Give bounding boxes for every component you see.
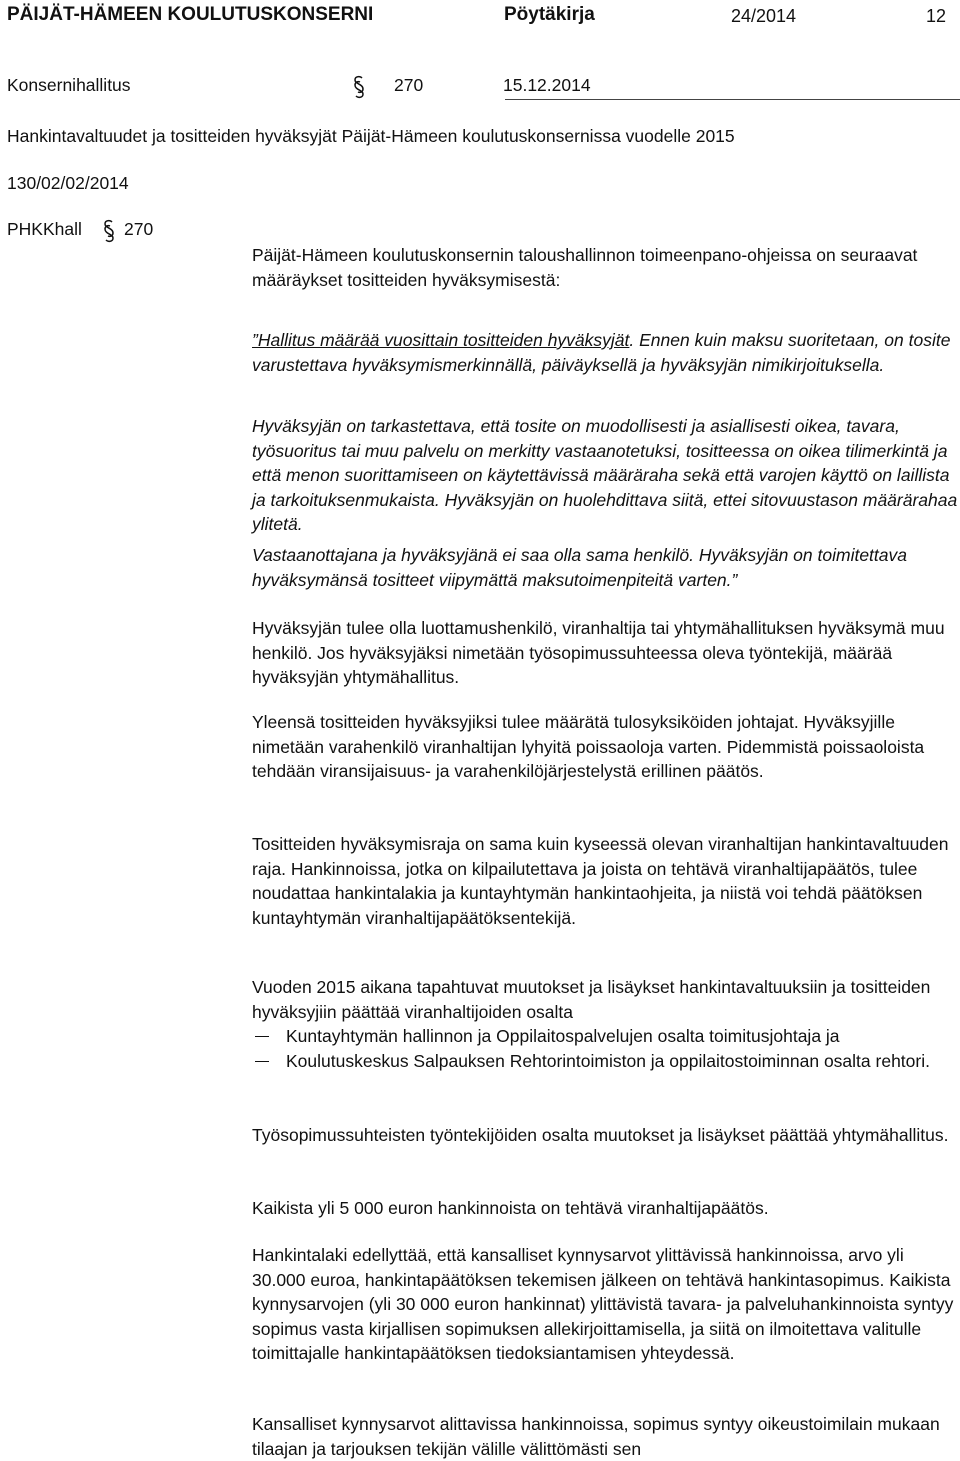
quoted-regulation <box>252 328 958 377</box>
quote-paragraph-3: Vastaanottajana ja hyväksyjänä ei saa olla sama henkilö. Hyväksyjän on toimitettava hyväksymänsä tositteet viipymättä maksutoimenpiteitä varten.” <box>252 545 907 590</box>
paragraph-1 <box>252 616 958 690</box>
organization-name: PÄIJÄT-HÄMEEN KOULUTUSKONSERNI <box>7 4 374 25</box>
paragraph-text: Työsopimussuhteisten työntekijöiden osalta muutokset ja lisäykset päättää yhtymähallitus. <box>252 1125 949 1145</box>
quoted-regulation-2 <box>252 414 958 537</box>
board-name: Konsernihallitus <box>7 75 131 95</box>
paragraph-4 <box>252 975 958 1073</box>
paragraph-3 <box>252 832 958 930</box>
paragraph-5 <box>252 1123 958 1148</box>
quote-paragraph-2: Hyväksyjän on tarkastettava, että tosite on muodollisesti ja asiallisesti oikea, tavara, työsuoritus tai muu palvelu on merkitty vastaanotetuksi, tositteessa on oikea tilimerkintä ja että menon suorittamiseen on käytettävissä määräraha sekä että varojen käyttö on laillista ja tarkoituksenmukaista. Hyväksyjän on huolehdittava siitä, ettei sitovuustason määrärahaa ylitetä. <box>252 416 958 534</box>
paragraph-8 <box>252 1412 958 1461</box>
intro-text: Päijät-Hämeen koulutuskonsernin taloushallinnon toimeenpano-ohjeissa on seuraavat määräykset tositteiden hyväksymisestä: <box>252 245 918 290</box>
case-section: 270 <box>124 219 154 239</box>
paragraph-text: Kansalliset kynnysarvot alittavissa hankinnoissa, sopimus syntyy oikeustoimilain mukaan tilaajan ja tarjouksen tekijän välille välittömästi sen <box>252 1414 940 1459</box>
paragraph-text: Yleensä tositteiden hyväksyjiksi tulee määrätä tulosyksiköiden johtajat. Hyväksyjille nimetään varahenkilö viranhaltijan lyhyitä poissaoloja varten. Pidemmistä poissaoloista tehdään viransijaisuus- ja varahenkilöjärjestelystä erillinen päätös. <box>252 712 925 781</box>
section-sign-icon <box>353 75 365 99</box>
list-item: Koulutuskeskus Salpauksen Rehtorintoimiston ja oppilaitostoiminnan osalta rehtori. <box>252 1049 958 1074</box>
intro-paragraph <box>252 243 958 292</box>
section-number: 270 <box>394 75 424 95</box>
quoted-regulation-3 <box>252 543 958 592</box>
paragraph-text: Hyväksyjän tulee olla luottamushenkilö, viranhaltija tai yhtymähallituksen hyväksymä muu henkilö. Jos hyväksyjäksi nimetään työsopimussuhteessa oleva työntekijä, määrää hyväksyjän yhtymähallitus. <box>252 618 945 687</box>
paragraph-text: Tositteiden hyväksymisraja on sama kuin kyseessä olevan viranhaltijan hankintavaltuuden raja. Hankinnoissa, jotka on kilpailutettava ja joista on tehtävä viranhaltijapäätös, tulee noudattaa hankintalakia ja kuntayhtymän hankintaohjeita, ja niistä voi tehdä päätöksen kuntayhtymän viranhaltijapäätöksentekijä. <box>252 834 949 928</box>
section-sign-icon <box>103 219 115 243</box>
paragraph-2 <box>252 710 958 784</box>
quote-text: . Ennen kuin maksu suoritetaan, on tosite varustettava hyväksymismerkinnällä, päiväyksellä ja hyväksyjän nimikirjoituksella. <box>252 330 951 375</box>
decision-makers-list <box>252 1024 958 1073</box>
quote-paragraph-1 <box>252 328 958 377</box>
reference-number: 130/02/02/2014 <box>7 173 129 193</box>
page-title: Hankintavaltuudet ja tositteiden hyväksyjät Päijät-Hämeen koulutuskonsernissa vuodelle 2015 <box>7 126 735 146</box>
paragraph-text: Hankintalaki edellyttää, että kansalliset kynnysarvot ylittävissä hankinnoissa, arvo yli 30.000 euroa, hankintapäätöksen tekemisen jälkeen on tehtävä hankintasopimus. Kaikista kynnysarvojen (yli 30 000 euron hankinnat) ylittävistä tavara- ja palveluhankinnoista syntyy sopimus vasta kirjallisen sopimuksen allekirjoittamisella, ja siitä on ilmoitettava valitulle toimittajalle hankintapäätöksen tiedoksiantamisen yhteydessä. <box>252 1245 954 1363</box>
page-number: 12 <box>926 6 947 26</box>
header-divider <box>505 99 960 100</box>
document-number: 24/2014 <box>731 6 797 26</box>
paragraph-text: Vuoden 2015 aikana tapahtuvat muutokset ja lisäykset hankintavaltuuksiin ja tositteiden hyväksyjiin päättää viranhaltijoiden osalta <box>252 977 931 1022</box>
quote-underlined-text: ”Hallitus määrää vuosittain tositteiden hyväksyjät <box>252 330 630 350</box>
meeting-date: 15.12.2014 <box>503 75 591 95</box>
list-item: Kuntayhtymän hallinnon ja Oppilaitospalvelujen osalta toimitusjohtaja ja <box>252 1024 958 1049</box>
case-code: PHKKhall <box>7 219 82 239</box>
paragraph-6 <box>252 1196 958 1221</box>
paragraph-text: Kaikista yli 5 000 euron hankinnoista on tehtävä viranhaltijapäätös. <box>252 1198 769 1218</box>
paragraph-7 <box>252 1243 958 1366</box>
document-type: Pöytäkirja <box>504 4 595 25</box>
